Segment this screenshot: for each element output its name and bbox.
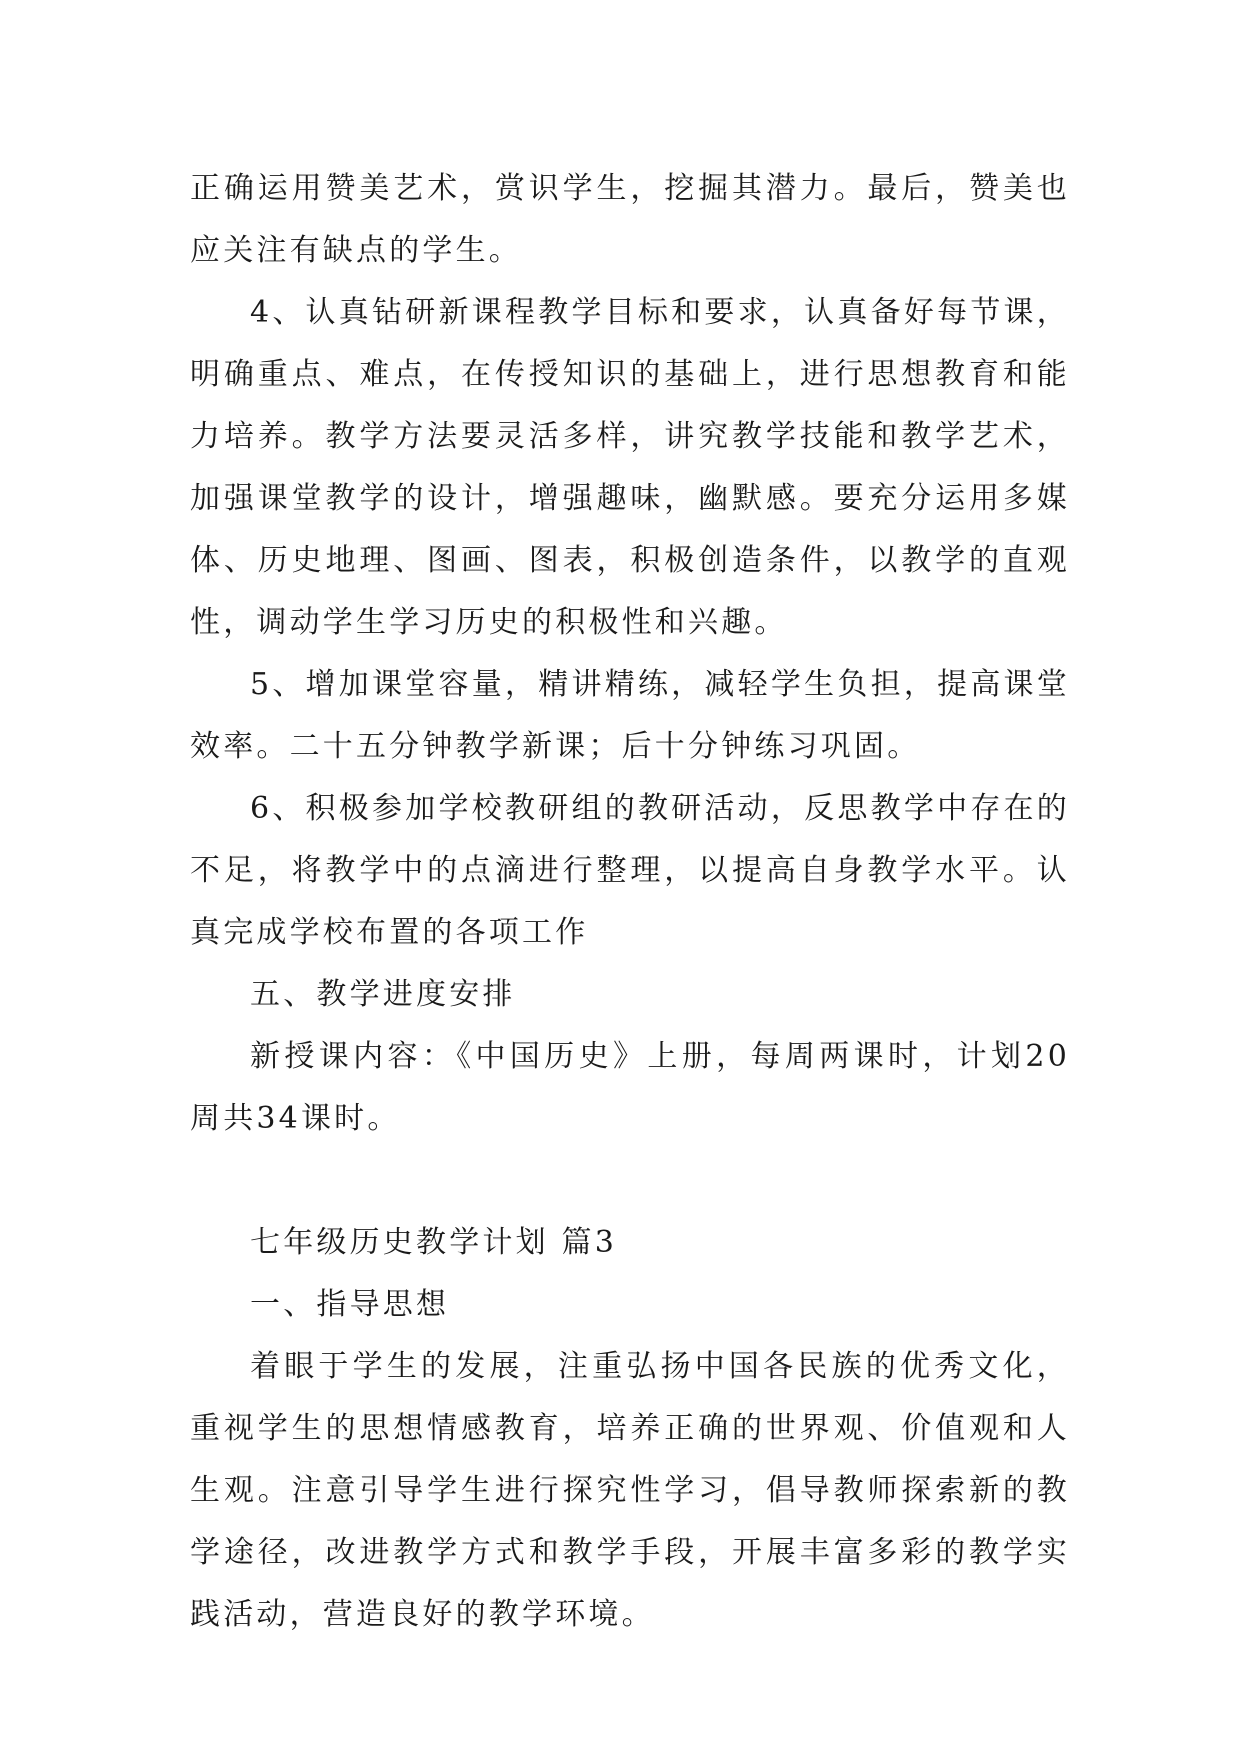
section-gap: [190, 1150, 1070, 1212]
paragraph-praise-continuation: 正确运用赞美艺术，赏识学生，挖掘其潜力。最后，赞美也应关注有缺点的学生。: [190, 171, 1070, 268]
paragraph-item-4: 4、认真钻研新课程教学目标和要求，认真备好每节课，明确重点、难点，在传授知识的基础上，进行思想教育和能力培养。教学方法要灵活多样，讲究教学技能和教学艺术，加强课堂教学的设计，增强趣味，幽默感。要充分运用多媒体、历史地理、图画、图表，积极创造条件，以教学的直观性，调动学生学习历史的积极性和兴趣。: [190, 295, 1070, 640]
paragraph-new-lessons: 新授课内容：《中国历史》上册，每周两课时，计划20周共34课时。: [190, 1039, 1070, 1136]
paragraph-item-6: 6、积极参加学校教研组的教研活动，反思教学中存在的不足，将教学中的点滴进行整理，以提高自身教学水平。认真完成学校布置的各项工作: [190, 791, 1070, 950]
document-body: [190, 158, 1070, 1646]
heading-guiding-ideology: 一、指导思想: [250, 1287, 450, 1322]
section-title-plan-3: 七年级历史教学计划 篇3: [250, 1225, 618, 1260]
paragraph-guiding-ideology: 着眼于学生的发展，注重弘扬中国各民族的优秀文化，重视学生的思想情感教育，培养正确的世界观、价值观和人生观。注意引导学生进行探究性学习，倡导教师探索新的教学途径，改进教学方式和教学手段，开展丰富多彩的教学实践活动，营造良好的教学环境。: [190, 1349, 1070, 1632]
paragraph-item-5: 5、增加课堂容量，精讲精练，减轻学生负担，提高课堂效率。二十五分钟教学新课；后十分钟练习巩固。: [190, 667, 1070, 764]
heading-teaching-schedule: 五、教学进度安排: [250, 977, 516, 1012]
